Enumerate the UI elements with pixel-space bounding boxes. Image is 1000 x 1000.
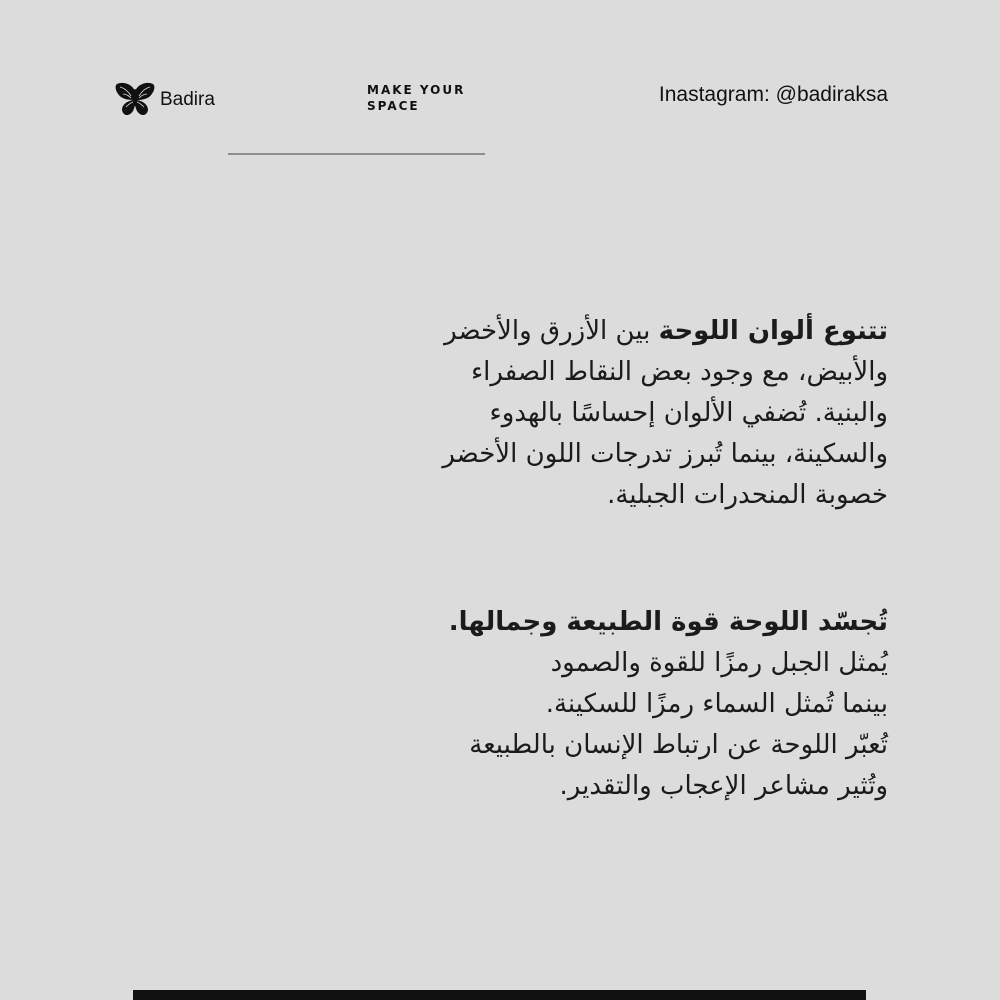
instagram-handle: Inastagram: @badiraksa [658,83,888,106]
paragraph-1-line-5: خصوبة المنحدرات الجبلية. [607,480,888,510]
paragraph-2-line-2: بينما تُمثل السماء رمزًا للسكينة. [545,689,888,719]
paragraph-2-line-3: تُعبّر اللوحة عن ارتباط الإنسان بالطبيعة [469,730,888,760]
paragraph-2-heading: تُجسّد اللوحة قوة الطبيعة وجمالها. [448,607,888,637]
paragraph-colors [442,311,888,516]
paragraph-1-line-3: والبنية. تُضفي الألوان إحساسًا بالهدوء [489,398,888,428]
paragraph-2-line-4: وتُثير مشاعر الإعجاب والتقدير. [559,771,888,801]
paragraph-1-bold-lead: تتنوع ألوان اللوحة [658,316,888,346]
paragraph-2-line-1: يُمثل الجبل رمزًا للقوة والصمود [550,648,888,678]
header-divider [228,153,485,155]
tagline [367,82,497,114]
paragraph-1-line-1 [442,311,888,352]
paragraph-nature [449,602,888,807]
tagline-line-1: MAKE YOUR [367,83,466,97]
brand-logo [114,82,215,118]
paragraph-1-line-4: والسكينة، بينما تُبرز تدرجات اللون الأخضر [442,439,888,469]
paragraph-1-line-1-rest: بين الأزرق والأخضر [444,316,659,346]
bottom-bar [133,990,866,1000]
butterfly-icon [114,82,156,118]
paragraph-1-line-2: والأبيض، مع وجود بعض النقاط الصفراء [470,357,888,387]
tagline-line-2: SPACE [367,99,420,113]
brand-name: Badira [160,89,215,110]
